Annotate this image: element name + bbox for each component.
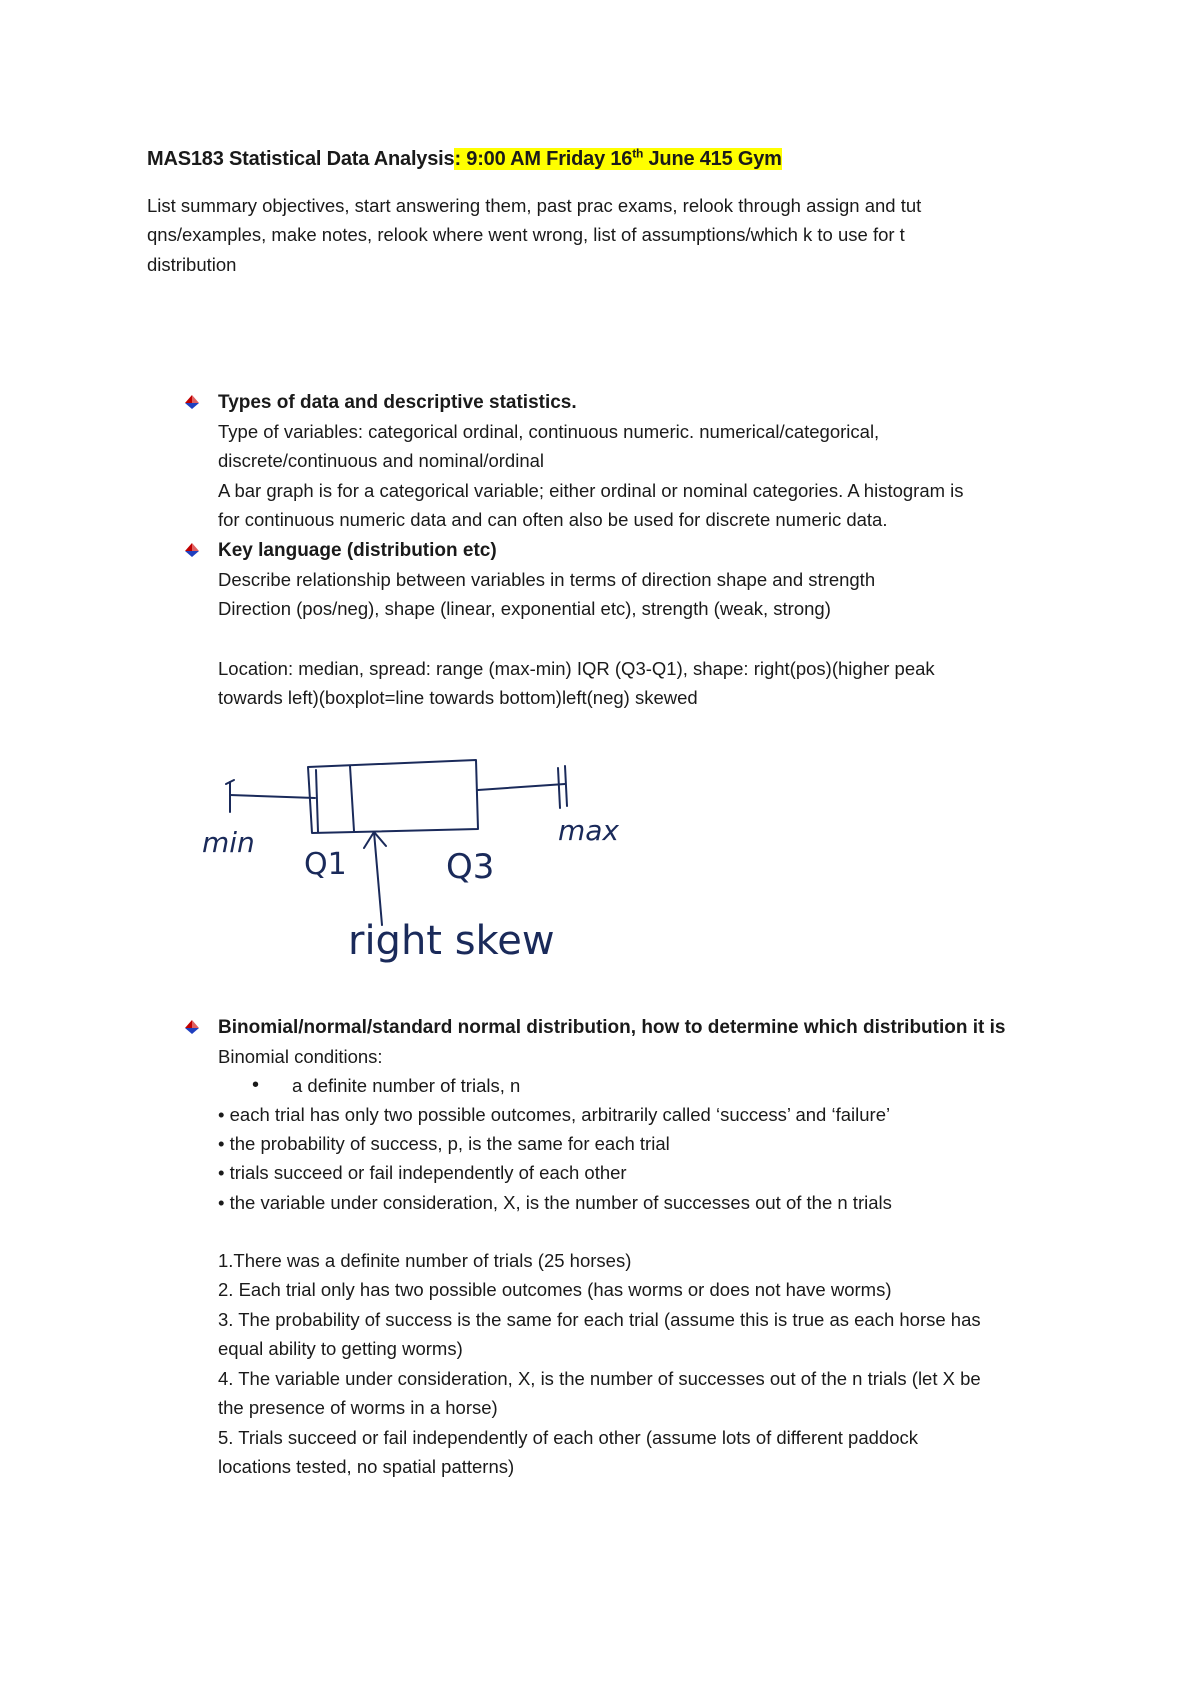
exam-details-pre: 9:00 AM Friday 16 bbox=[460, 148, 633, 170]
sketch-min-label: min bbox=[202, 826, 255, 859]
condition-line-1: • each trial has only two possible outcomes, arbitrarily called ‘success’ and ‘failure’ bbox=[218, 1104, 891, 1125]
condition-first: a definite number of trials, n bbox=[292, 1075, 521, 1096]
bullet-arrow-icon bbox=[184, 542, 200, 558]
exam-details bbox=[461, 148, 782, 170]
section-types-heading: Types of data and descriptive statistics. bbox=[218, 392, 577, 413]
condition-line-2: • the probability of success, p, is the same for each trial bbox=[218, 1133, 670, 1154]
location-line-1: Location: median, spread: range (max-min) IQR (Q3-Q1), shape: right(pos)(higher peak bbox=[218, 658, 935, 679]
intro-line-1: List summary objectives, start answering them, past prac exams, relook through assign and tut bbox=[147, 195, 922, 216]
numbered-line-7: 5. Trials succeed or fail independently of each other (assume lots of different paddock bbox=[218, 1427, 918, 1448]
intro-line-2: qns/examples, make notes, relook where went wrong, list of assumptions/which k to use for t bbox=[147, 224, 905, 245]
course-title: MAS183 Statistical Data Analysis bbox=[147, 148, 455, 170]
numbered-line-4: equal ability to getting worms) bbox=[218, 1338, 463, 1359]
section-types-line-1: Type of variables: categorical ordinal, continuous numeric. numerical/categorical, bbox=[218, 421, 880, 442]
condition-line-4: • the variable under consideration, X, is the number of successes out of the n trials bbox=[218, 1192, 892, 1213]
bullet-dot: • bbox=[252, 1074, 260, 1096]
exam-details-post: June 415 Gym bbox=[643, 148, 782, 170]
sketch-caption: right skew bbox=[348, 918, 555, 964]
location-line-2: towards left)(boxplot=line towards bottom)left(neg) skewed bbox=[218, 687, 698, 708]
section-distribution-heading: Binomial/normal/standard normal distribution, how to determine which distribution it is bbox=[218, 1017, 1006, 1038]
page-title bbox=[147, 145, 782, 174]
numbered-line-5: 4. The variable under consideration, X, is the number of successes out of the n trials (let X be bbox=[218, 1368, 981, 1389]
section-types-line-3: A bar graph is for a categorical variable; either ordinal or nominal categories. A histogram is bbox=[218, 480, 964, 501]
exam-details-sup: th bbox=[632, 146, 644, 161]
sketch-q1-label: Q1 bbox=[304, 847, 347, 882]
boxplot-sketch bbox=[200, 740, 660, 990]
condition-line-3: • trials succeed or fail independently of each other bbox=[218, 1162, 627, 1183]
intro-line-3: distribution bbox=[147, 254, 237, 275]
numbered-line-2: 2. Each trial only has two possible outcomes (has worms or does not have worms) bbox=[218, 1279, 892, 1300]
section-types-line-2: discrete/continuous and nominal/ordinal bbox=[218, 450, 545, 471]
bullet-arrow-icon bbox=[184, 1019, 200, 1035]
numbered-line-8: locations tested, no spatial patterns) bbox=[218, 1456, 515, 1477]
section-key-language-line-2: Direction (pos/neg), shape (linear, exponential etc), strength (weak, strong) bbox=[218, 598, 831, 619]
sketch-q3-label: Q3 bbox=[446, 847, 495, 887]
section-types-line-4: for continuous numeric data and can often also be used for discrete numeric data. bbox=[218, 509, 888, 530]
title-colon: : bbox=[454, 148, 461, 170]
section-key-language-heading: Key language (distribution etc) bbox=[218, 540, 497, 561]
numbered-line-6: the presence of worms in a horse) bbox=[218, 1397, 498, 1418]
section-key-language-line-1: Describe relationship between variables in terms of direction shape and strength bbox=[218, 569, 876, 590]
binomial-conditions-heading: Binomial conditions: bbox=[218, 1046, 383, 1067]
bullet-arrow-icon bbox=[184, 394, 200, 410]
numbered-line-1: 1.There was a definite number of trials (25 horses) bbox=[218, 1250, 632, 1271]
sketch-max-label: max bbox=[558, 814, 620, 847]
numbered-line-3: 3. The probability of success is the same for each trial (assume this is true as each horse has bbox=[218, 1309, 981, 1330]
